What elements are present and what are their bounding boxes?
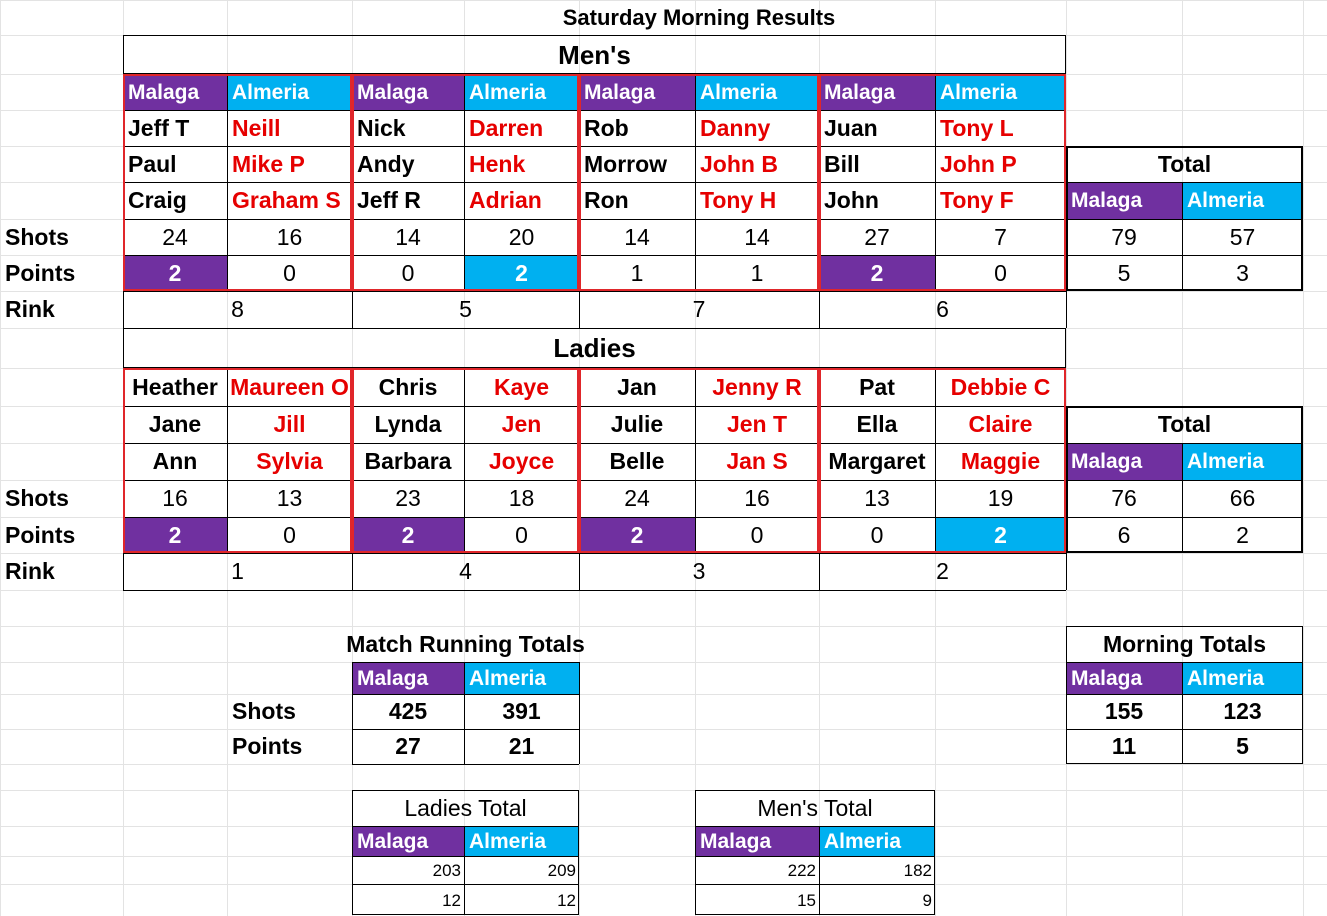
player-name[interactable]: Lynda — [374, 411, 442, 437]
player-name[interactable]: Jeff T — [128, 114, 190, 141]
shots-value[interactable]: 7 — [994, 223, 1007, 250]
morning-points-almeria[interactable]: 5 — [1236, 733, 1249, 759]
points-value[interactable]: 12 — [442, 890, 461, 910]
running-points-malaga[interactable]: 27 — [395, 733, 421, 759]
points-value[interactable]: 2 — [123, 517, 227, 553]
malaga-header[interactable]: Malaga — [1066, 443, 1182, 480]
malaga-header[interactable]: Malaga — [1066, 182, 1182, 219]
player-name[interactable]: Heather — [132, 373, 218, 400]
points-label[interactable]: Points — [232, 733, 303, 759]
rink-number[interactable]: 3 — [692, 558, 706, 584]
player-name[interactable]: Maggie — [960, 448, 1041, 474]
points-value[interactable]: 9 — [922, 890, 932, 910]
points-value[interactable]: 0 — [870, 521, 884, 548]
total-points-malaga[interactable]: 5 — [1117, 259, 1131, 286]
mens-section-title[interactable]: Men's — [558, 39, 631, 70]
shots-value[interactable]: 16 — [276, 223, 303, 250]
running-shots-malaga[interactable]: 425 — [388, 698, 428, 724]
shots-value[interactable]: 23 — [395, 485, 421, 511]
player-name[interactable]: Henk — [469, 150, 526, 177]
rink-number[interactable]: 1 — [231, 558, 244, 584]
player-name[interactable]: Morrow — [584, 150, 668, 177]
player-name[interactable]: John P — [940, 150, 1017, 177]
shots-value[interactable]: 24 — [624, 485, 650, 511]
player-name[interactable]: Ron — [584, 187, 629, 213]
almeria-header[interactable]: Almeria — [1182, 182, 1303, 219]
shots-value[interactable]: 222 — [787, 860, 816, 880]
ladies-section-title[interactable]: Ladies — [553, 333, 636, 363]
player-name[interactable]: Kaye — [494, 373, 549, 400]
points-value[interactable]: 0 — [401, 259, 415, 286]
points-value[interactable]: 0 — [283, 259, 296, 286]
points-value[interactable]: 2 — [464, 255, 579, 291]
player-name[interactable]: Claire — [968, 411, 1033, 437]
player-name[interactable]: Andy — [357, 150, 415, 177]
player-name[interactable]: Tony H — [700, 187, 777, 213]
player-name[interactable]: Maureen O — [230, 373, 349, 400]
malaga-header[interactable]: Malaga — [695, 826, 819, 856]
total-title[interactable]: Total — [1157, 411, 1212, 437]
shots-value[interactable]: 14 — [624, 223, 650, 250]
shots-value[interactable]: 20 — [508, 223, 535, 250]
match-running-totals-title[interactable]: Match Running Totals — [346, 630, 585, 657]
player-name[interactable]: Neill — [232, 114, 281, 141]
points-value[interactable]: 15 — [797, 890, 816, 910]
morning-totals-title[interactable]: Morning Totals — [1102, 630, 1267, 657]
points-label[interactable]: Points — [5, 521, 76, 548]
player-name[interactable]: Bill — [824, 150, 860, 177]
rink-number[interactable]: 7 — [692, 296, 706, 322]
player-name[interactable]: John — [824, 187, 879, 213]
points-value[interactable]: 2 — [935, 517, 1066, 553]
player-name[interactable]: Tony L — [940, 114, 1014, 141]
player-name[interactable]: Debbie C — [950, 373, 1051, 400]
points-value[interactable]: 12 — [557, 890, 576, 910]
shots-value[interactable]: 203 — [432, 860, 461, 880]
shots-value[interactable]: 13 — [864, 485, 890, 511]
points-value[interactable]: 1 — [750, 259, 764, 286]
player-name[interactable]: Jeff R — [357, 187, 421, 213]
malaga-header[interactable]: Malaga — [352, 826, 464, 856]
almeria-header[interactable]: Almeria — [1182, 662, 1303, 694]
player-name[interactable]: Craig — [128, 187, 187, 213]
points-value[interactable]: 2 — [819, 255, 935, 291]
morning-points-malaga[interactable]: 11 — [1111, 733, 1137, 759]
ladies_total-title[interactable]: Ladies Total — [404, 794, 527, 821]
shots-value[interactable]: 18 — [508, 485, 535, 511]
rink-number[interactable]: 2 — [936, 558, 949, 584]
mens_total-title[interactable]: Men's Total — [757, 794, 873, 821]
player-name[interactable]: Tony F — [940, 187, 1014, 213]
player-name[interactable]: Jen — [501, 411, 542, 437]
morning-shots-malaga[interactable]: 155 — [1104, 698, 1144, 724]
total-points-almeria[interactable]: 2 — [1236, 521, 1249, 548]
almeria-header[interactable]: Almeria — [464, 74, 579, 110]
shots-label[interactable]: Shots — [5, 485, 69, 511]
almeria-header[interactable]: Almeria — [819, 826, 935, 856]
total-title[interactable]: Total — [1157, 150, 1212, 177]
player-name[interactable]: Barbara — [364, 448, 452, 474]
shots-value[interactable]: 16 — [162, 485, 188, 511]
almeria-header[interactable]: Almeria — [227, 74, 352, 110]
points-value[interactable]: 0 — [283, 521, 296, 548]
player-name[interactable]: Jen T — [726, 411, 788, 437]
shots-value[interactable]: 14 — [744, 223, 770, 250]
shots-value[interactable]: 13 — [276, 485, 303, 511]
total-points-almeria[interactable]: 3 — [1236, 259, 1249, 286]
almeria-header[interactable]: Almeria — [1182, 443, 1303, 480]
player-name[interactable]: Darren — [469, 114, 544, 141]
points-value[interactable]: 2 — [352, 517, 464, 553]
running-shots-almeria[interactable]: 391 — [502, 698, 541, 724]
rink-number[interactable]: 8 — [231, 296, 244, 322]
points-value[interactable]: 1 — [630, 259, 644, 286]
player-name[interactable]: Mike P — [232, 150, 305, 177]
points-value[interactable]: 2 — [579, 517, 695, 553]
player-name[interactable]: Julie — [610, 411, 664, 437]
player-name[interactable]: Pat — [859, 373, 895, 400]
total-shots-malaga[interactable]: 76 — [1111, 485, 1137, 511]
player-name[interactable]: Joyce — [488, 448, 555, 474]
malaga-header[interactable]: Malaga — [352, 74, 464, 110]
points-value[interactable]: 0 — [515, 521, 528, 548]
border-line — [1066, 553, 1067, 590]
border-line — [579, 662, 580, 764]
shots-value[interactable]: 14 — [395, 223, 421, 250]
player-name[interactable]: Adrian — [469, 187, 542, 213]
total-shots-almeria[interactable]: 57 — [1229, 223, 1256, 250]
shots-value[interactable]: 19 — [987, 485, 1014, 511]
malaga-header[interactable]: Malaga — [819, 74, 935, 110]
almeria-header[interactable]: Almeria — [464, 826, 579, 856]
shots-value[interactable]: 209 — [547, 860, 576, 880]
player-name[interactable]: Ann — [152, 448, 198, 474]
almeria-header[interactable]: Almeria — [695, 74, 819, 110]
player-name[interactable]: Paul — [128, 150, 177, 177]
rink-label[interactable]: Rink — [5, 558, 55, 584]
points-value[interactable]: 0 — [994, 259, 1007, 286]
player-name[interactable]: Jill — [273, 411, 306, 437]
points-value[interactable]: 0 — [750, 521, 764, 548]
morning-shots-almeria[interactable]: 123 — [1223, 698, 1262, 724]
player-name[interactable]: Ella — [856, 411, 898, 437]
player-name[interactable]: Chris — [378, 373, 438, 400]
player-name[interactable]: Jan S — [726, 448, 788, 474]
player-name[interactable]: Jan — [617, 373, 657, 400]
player-name[interactable]: Sylvia — [256, 448, 323, 474]
player-name[interactable]: Nick — [357, 114, 406, 141]
player-name[interactable]: Danny — [700, 114, 771, 141]
player-name[interactable]: Margaret — [828, 448, 926, 474]
border-line — [1066, 291, 1067, 328]
malaga-header[interactable]: Malaga — [352, 662, 464, 694]
rink-number[interactable]: 5 — [459, 296, 472, 322]
player-name[interactable]: Rob — [584, 114, 629, 141]
player-name[interactable]: Jane — [148, 411, 202, 437]
shots-label[interactable]: Shots — [232, 698, 296, 724]
shots-value[interactable]: 182 — [903, 860, 932, 880]
points-label[interactable]: Points — [5, 259, 76, 286]
rink-number[interactable]: 4 — [459, 558, 472, 584]
player-name[interactable]: Belle — [609, 448, 665, 474]
malaga-header[interactable]: Malaga — [579, 74, 695, 110]
rink-label[interactable]: Rink — [5, 296, 55, 322]
player-name[interactable]: Jenny R — [712, 373, 802, 400]
player-name[interactable]: Juan — [824, 114, 878, 141]
page-title[interactable]: Saturday Morning Results — [562, 4, 836, 30]
total-shots-malaga[interactable]: 79 — [1111, 223, 1137, 250]
shots-value[interactable]: 24 — [162, 223, 188, 250]
total-shots-almeria[interactable]: 66 — [1229, 485, 1256, 511]
player-name[interactable]: John B — [700, 150, 778, 177]
shots-value[interactable]: 27 — [864, 223, 890, 250]
malaga-header[interactable]: Malaga — [123, 74, 227, 110]
shots-value[interactable]: 16 — [744, 485, 770, 511]
almeria-header[interactable]: Almeria — [464, 662, 579, 694]
shots-label[interactable]: Shots — [5, 223, 69, 250]
total-points-malaga[interactable]: 6 — [1117, 521, 1131, 548]
malaga-header[interactable]: Malaga — [1066, 662, 1182, 694]
running-points-almeria[interactable]: 21 — [508, 733, 535, 759]
border-line — [352, 764, 579, 765]
almeria-header[interactable]: Almeria — [935, 74, 1066, 110]
points-value[interactable]: 2 — [123, 255, 227, 291]
rink-number[interactable]: 6 — [936, 296, 949, 322]
player-name[interactable]: Graham S — [232, 187, 341, 213]
border-line — [123, 590, 1066, 591]
